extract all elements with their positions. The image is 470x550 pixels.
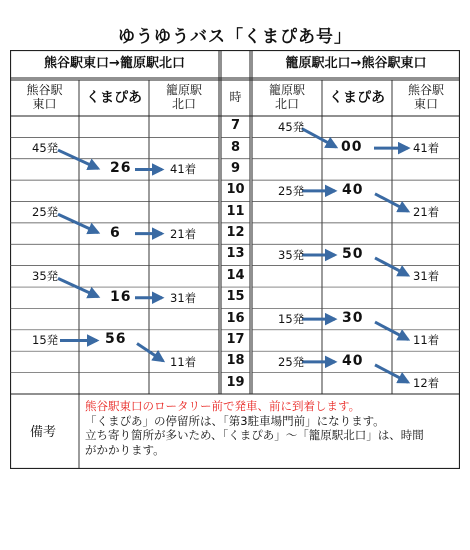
right-arrow-arrive bbox=[375, 258, 408, 275]
hour-cell: 17 bbox=[226, 332, 245, 348]
left-arrow-depart bbox=[58, 214, 98, 232]
right-depart-time: 15発 bbox=[278, 312, 305, 327]
hour-cell: 15 bbox=[226, 289, 245, 305]
right-direction-header: 籠原駅北口→熊谷駅東口 bbox=[285, 55, 427, 71]
right-col-kumapia: くまぴあ bbox=[329, 89, 385, 106]
left-arrow-arrive bbox=[137, 343, 163, 360]
note-line-1: 熊谷駅東口のロータリー前で発車、前に到着します。 bbox=[85, 399, 361, 413]
right-kumapia-time: 40 bbox=[342, 352, 364, 369]
hour-cell: 19 bbox=[226, 374, 245, 390]
left-arrive-time: 11着 bbox=[170, 354, 197, 369]
right-arrow-arrive bbox=[375, 365, 408, 382]
note-line-4: がかかります。 bbox=[85, 442, 165, 457]
right-arrow-arrive bbox=[375, 194, 408, 211]
left-direction-header: 熊谷駅東口→籠原駅北口 bbox=[44, 55, 185, 71]
timetable bbox=[10, 50, 460, 469]
left-arrive-time: 31着 bbox=[170, 290, 197, 305]
left-arrow-depart bbox=[58, 278, 98, 296]
left-arrive-time: 41着 bbox=[170, 162, 197, 177]
left-depart-time: 15発 bbox=[32, 333, 59, 348]
right-arrive-time: 21着 bbox=[413, 205, 440, 220]
left-col-kumagaya: 熊谷駅 東口 bbox=[26, 83, 63, 111]
notes bbox=[85, 399, 424, 457]
right-arrive-time: 31着 bbox=[413, 269, 440, 284]
right-arrow-depart bbox=[302, 129, 336, 147]
timetable-title: ゆうゆうバス「くまぴあ号」 bbox=[118, 27, 352, 47]
left-kumapia-time: 16 bbox=[110, 288, 132, 305]
right-kumapia-time: 40 bbox=[342, 181, 364, 198]
right-arrive-time: 12着 bbox=[413, 376, 440, 391]
left-kumapia-time: 26 bbox=[110, 160, 132, 177]
right-kumapia-time: 50 bbox=[342, 245, 364, 262]
left-arrow-depart bbox=[58, 150, 98, 168]
left-kumapia-time: 6 bbox=[110, 224, 121, 241]
left-depart-time: 25発 bbox=[32, 205, 59, 220]
right-arrive-time: 11着 bbox=[413, 333, 440, 348]
hour-cell: 9 bbox=[230, 160, 241, 176]
right-arrive-time: 41着 bbox=[413, 141, 440, 156]
left-kumapia-time: 56 bbox=[105, 331, 127, 348]
left-col-kumapia: くまぴあ bbox=[86, 89, 142, 106]
hour-header: 時 bbox=[229, 90, 242, 105]
left-depart-time: 45発 bbox=[32, 141, 59, 156]
right-depart-time: 45発 bbox=[278, 119, 305, 134]
hour-cell: 12 bbox=[226, 225, 245, 241]
left-col-kagohara: 籠原駅 北口 bbox=[165, 83, 202, 111]
left-depart-time: 35発 bbox=[32, 269, 59, 284]
hour-cell: 10 bbox=[226, 182, 245, 198]
right-depart-time: 25発 bbox=[278, 183, 305, 198]
right-col-kumagaya: 熊谷駅 東口 bbox=[407, 83, 444, 111]
hour-cell: 8 bbox=[230, 139, 241, 155]
hour-cell: 13 bbox=[226, 246, 245, 262]
hour-cell: 14 bbox=[226, 267, 245, 283]
note-line-3: 立ち寄り箇所が多いため、「くまぴあ」～「籠原駅北口」は、時間 bbox=[85, 428, 424, 442]
left-arrive-time: 21着 bbox=[170, 226, 197, 241]
note-line-2: 「くまぴあ」の停留所は、「第3駐車場門前」になります。 bbox=[85, 413, 385, 428]
right-col-kagohara: 籠原駅 北口 bbox=[268, 83, 305, 111]
right-arrow-arrive bbox=[375, 322, 408, 339]
right-kumapia-time: 30 bbox=[342, 310, 364, 327]
hour-cell: 16 bbox=[226, 310, 245, 326]
hour-cell: 7 bbox=[230, 118, 241, 134]
right-kumapia-time: 00 bbox=[341, 139, 363, 156]
hour-cell: 11 bbox=[226, 203, 245, 219]
notes-label: 備考 bbox=[30, 425, 57, 440]
right-depart-time: 35発 bbox=[278, 247, 305, 262]
hour-cell: 18 bbox=[226, 353, 245, 369]
right-depart-time: 25発 bbox=[278, 354, 305, 369]
